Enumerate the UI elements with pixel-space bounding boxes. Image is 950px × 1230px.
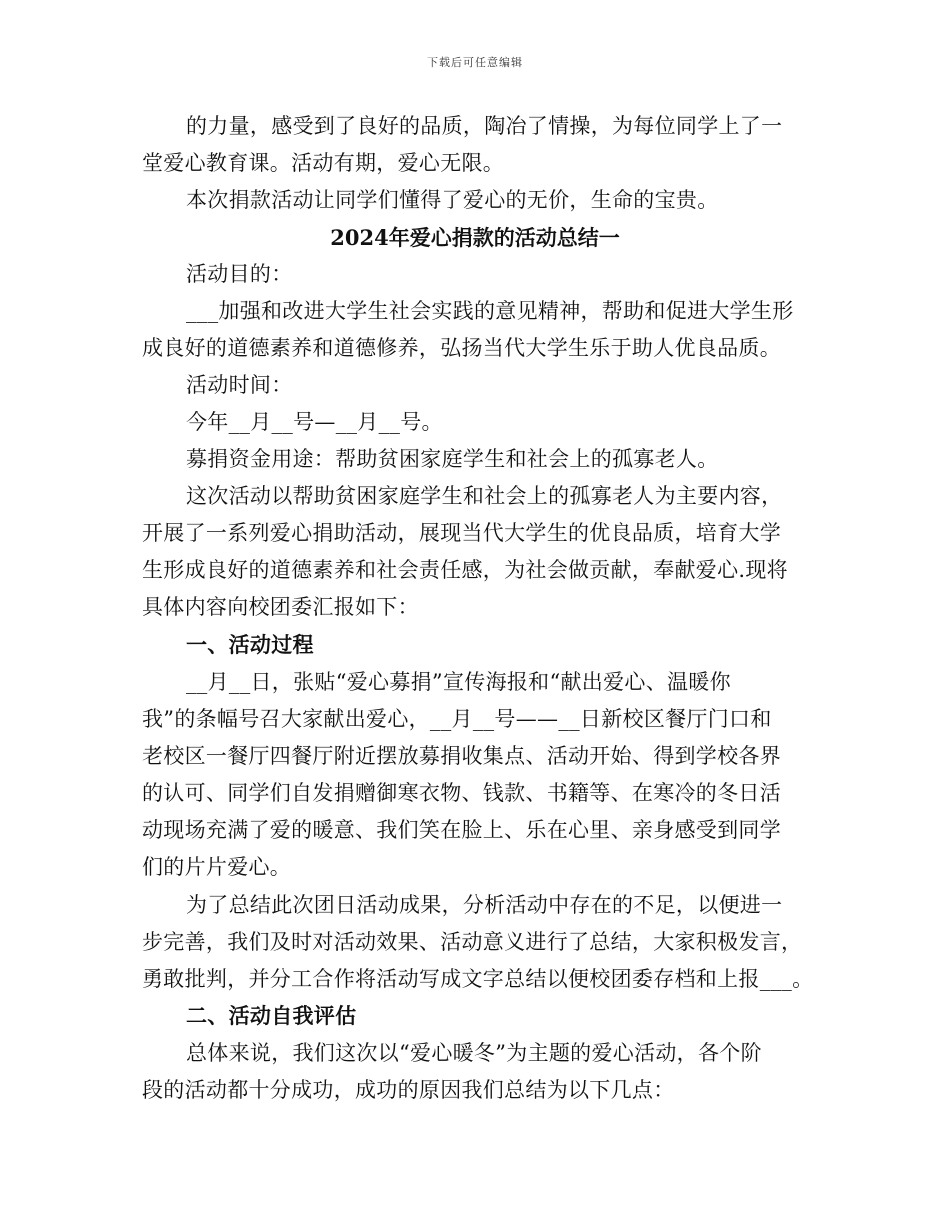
paragraph-line: 步完善，我们及时对活动效果、活动意义进行了总结，大家积极发言， [142, 930, 803, 954]
paragraph-line: 堂爱心教育课。活动有期，爱心无限。 [142, 151, 505, 175]
paragraph-line: 总体来说，我们这次以“爱心暖冬”为主题的爱心活动，各个阶 [186, 1041, 762, 1065]
paragraph-line: 我”的条幅号召大家献出爱心，__月__号——__日新校区餐厅门口和 [142, 707, 772, 731]
section-heading: 二、活动自我评估 [186, 1003, 357, 1028]
paragraph-line: ___加强和改进大学生社会实践的意见精神，帮助和促进大学生形 [186, 299, 794, 323]
paragraph-line: 们的片片爱心。 [142, 855, 292, 879]
paragraph-line: 老校区一餐厅四餐厅附近摆放募捐收集点、活动开始、得到学校各界 [142, 744, 781, 768]
paragraph-line: 开展了一系列爱心捐助活动，展现当代大学生的优良品质，培育大学 [142, 521, 781, 545]
paragraph-line: 生形成良好的道德素养和社会责任感，为社会做贡献，奉献爱心.现将 [142, 558, 788, 582]
paragraph-line: 活动时间： [186, 373, 293, 397]
paragraph-line: 的认可、同学们自发捐赠御寒衣物、钱款、书籍等、在寒冷的冬日活 [142, 781, 781, 805]
paragraph-line: 具体内容向校团委汇报如下： [142, 595, 419, 619]
paragraph-line: __月__日，张贴“爱心募捐”宣传海报和“献出爱心、温暖你 [186, 670, 731, 694]
section-title: 2024年爱心捐款的活动总结一 [330, 225, 620, 250]
paragraph-line: 今年__月__号—__月__号。 [186, 410, 443, 434]
paragraph-line: 这次活动以帮助贫困家庭学生和社会上的孤寡老人为主要内容， [186, 484, 783, 508]
paragraph-line: 募捐资金用途：帮助贫困家庭学生和社会上的孤寡老人。 [186, 447, 719, 471]
paragraph-line: 段的活动都十分成功，成功的原因我们总结为以下几点： [142, 1078, 675, 1102]
paragraph-line: 成良好的道德素养和道德修养，弘扬当代大学生乐于助人优良品质。 [142, 336, 781, 360]
paragraph-line: 活动目的： [186, 262, 293, 286]
header-note: 下载后可任意编辑 [427, 56, 523, 69]
paragraph-line: 勇敢批判，并分工合作将活动写成文字总结以便校团委存档和上报___。 [142, 967, 814, 991]
paragraph-line: 本次捐款活动让同学们懂得了爱心的无价，生命的宝贵。 [186, 188, 719, 212]
paragraph-line: 动现场充满了爱的暖意、我们笑在脸上、乐在心里、亲身感受到同学 [142, 818, 781, 842]
paragraph-line: 的力量，感受到了良好的品质，陶冶了情操，为每位同学上了一 [186, 114, 783, 138]
section-heading: 一、活动过程 [186, 632, 314, 657]
paragraph-line: 为了总结此次团日活动成果，分析活动中存在的不足，以便进一 [186, 893, 783, 917]
